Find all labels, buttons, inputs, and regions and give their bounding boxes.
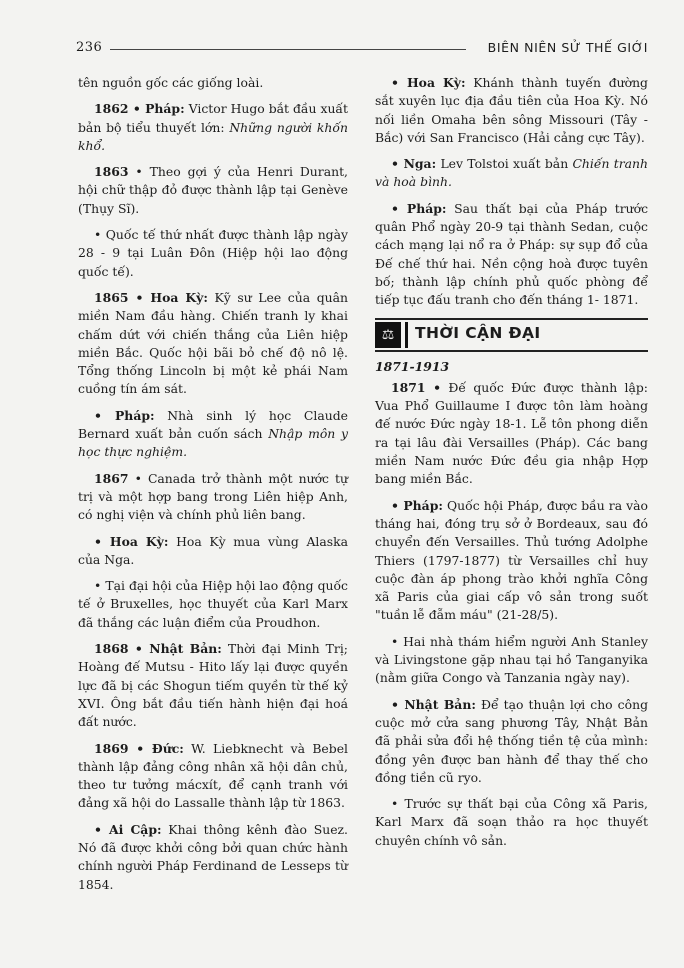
paragraph: • Nhật Bản: Để tạo thuận lợi cho công cuộc mở cửa sang phương Tây, Nhật Bản đã phải sửa đổi hệ thống tiền tệ của mình: đồng yên được ban hành để thay thế cho đồng tiền cũ ryo. — [375, 696, 648, 785]
paragraph: • Pháp: Quốc hội Pháp, được bầu ra vào tháng hai, đóng trụ sở ở Bordeaux, sau đó chuyển đến Versailles. Thủ tướng Adolphe Thiers (1797-1877) từ Versailles chỉ huy cuộc đàn áp phong trào khởi nghĩa Công xã Paris của giai cấp vô sản trong suốt "tuần lễ đẫm máu" (21-28/5). — [375, 497, 648, 623]
entry-1869: 1869 • Đức: W. Liebknecht và Bebel thành lập đảng công nhân xã hội dân chủ, theo tư tưởng mácxít, để cạnh tranh với đảng xã hội do Lassalle thành lập từ 1863. — [78, 740, 348, 811]
paragraph: • Quốc tế thứ nhất được thành lập ngày 28 - 9 tại Luân Đôn (Hiệp hội lao động quốc tế). — [78, 227, 348, 279]
entry-1865: 1865 • Hoa Kỳ: Kỹ sư Lee của quân miền Nam đầu hàng. Chiến tranh ly khai chấm dứt với chiến thắng của Liên hiệp miền Bắc. Quốc hội bãi bỏ chế độ nô lệ. Tổng thống Lincoln bị một kẻ phái Nam cuồng tín ám sát. — [78, 289, 348, 397]
era-range: 1871-1913 — [375, 358, 450, 374]
paragraph: • Ai Cập: Khai thông kênh đào Suez. Nó đã được khởi công bởi quan chức hành chính người Pháp Ferdinand de Lesseps từ 1854. — [78, 821, 348, 892]
page-number: 236 — [76, 40, 103, 55]
paragraph: • Nga: Lev Tolstoi xuất bản Chiến tranh và hoà bình. — [375, 156, 649, 190]
entry-1871: 1871 • Đế quốc Đức được thành lập: Vua Phổ Guillaume I được tôn làm hoàng đế nước Đức ngày 18-1. Lễ tôn phong diễn ra tại lâu đài Versailles (Pháp). Các bang miền Nam nước Đức đều gia nhập Hợp bang miền Bắc. — [375, 379, 648, 487]
era-emblem-icon: ⚖ — [375, 322, 401, 348]
left-column — [78, 74, 348, 902]
paragraph: • Hai nhà thám hiểm người Anh Stanley và Livingstone gặp nhau tại hồ Tanganyika (nằm giữa Congo và Tanzania ngày nay). — [375, 633, 648, 686]
era-heading — [375, 318, 648, 352]
header-rule — [110, 49, 466, 50]
entry-1863: 1863 • Theo gợi ý của Henri Durant, hội chữ thập đỏ được thành lập tại Genève (Thụy Sĩ). — [78, 164, 348, 216]
era-title: THỜI CẬN ĐẠI — [415, 323, 541, 342]
entry-1868: 1868 • Nhật Bản: Thời đại Minh Trị; Hoàng đế Mutsu - Hito lấy lại được quyền lực đã bị các Shogun tiếm quyền từ thế kỷ XVI. Ông bắt đầu tiến hành hiện đại hoá đất nước. — [78, 641, 348, 730]
paragraph: • Pháp: Sau thất bại của Pháp trước quân Phổ ngày 20-9 tại thành Sedan, cuộc cách mạng lại nổ ra ở Pháp: sự sụp đổ của Đế chế thứ hai. Nền cộng hoà được tuyên bố; thành lập chính phủ quốc phòng để tiếp tục đấu tranh cho đến tháng 1- 1871. — [375, 200, 649, 308]
entry-1867: 1867 • Canada trở thành một nước tự trị và một hợp bang trong Liên hiệp Anh, có nghị viện và chính phủ liên bang. — [78, 470, 348, 523]
paragraph: • Tại đại hội của Hiệp hội lao động quốc tế ở Bruxelles, học thuyết của Karl Marx đã thắng các luận điểm của Proudhon. — [78, 578, 348, 630]
paragraph: • Pháp: Nhà sinh lý học Claude Bernard xuất bản cuốn sách Nhập môn y học thực nghiệm. — [78, 407, 348, 460]
running-title: BIÊN NIÊN SỬ THẾ GIỚI — [487, 40, 648, 55]
era-divider — [405, 322, 408, 348]
paragraph: tên nguồn gốc các giống loài. — [78, 75, 264, 90]
paragraph: • Hoa Kỳ: Khánh thành tuyến đường sắt xuyên lục địa đầu tiên của Hoa Kỳ. Nó nối liền Omaha bên sông Missouri (Tây - Bắc) với San Francisco (Hải cảng cực Tây). — [375, 75, 648, 145]
paragraph: • Hoa Kỳ: Hoa Kỳ mua vùng Alaska của Nga. — [78, 533, 348, 567]
page-header — [76, 38, 648, 60]
entry-1862: 1862 • Pháp: Victor Hugo bắt đầu xuất bản bộ tiểu thuyết lớn: Những người khốn khổ. — [78, 101, 348, 153]
paragraph: • Trước sự thất bại của Công xã Paris, Karl Marx đã soạn thảo ra học thuyết chuyên chính vô sản. — [375, 796, 648, 848]
right-column — [375, 74, 648, 858]
